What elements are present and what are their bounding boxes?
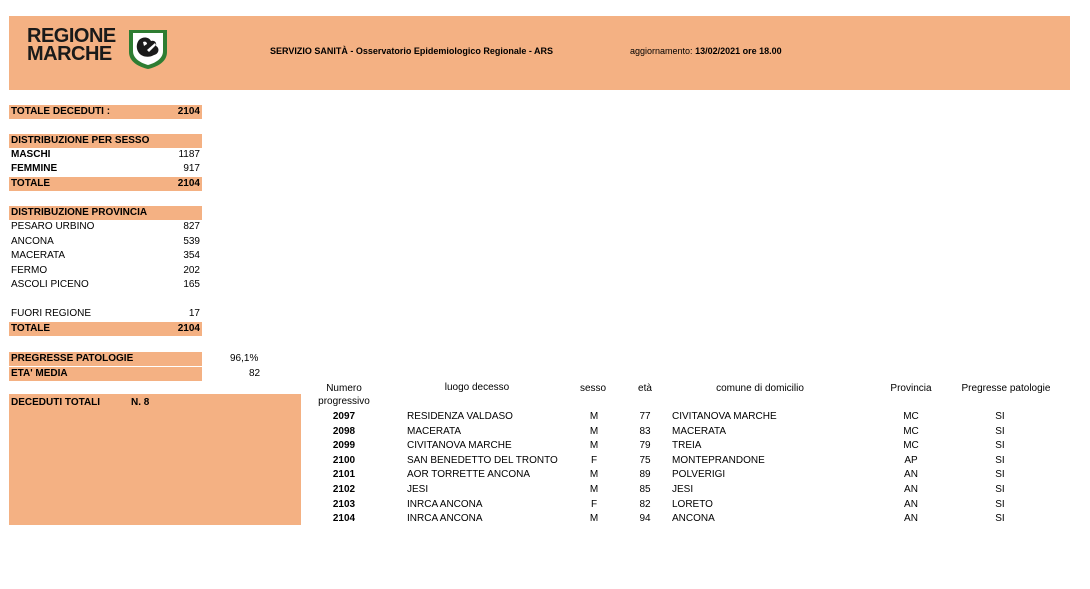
sesso-title-row: [9, 134, 202, 148]
cell-sesso: M: [589, 484, 599, 495]
cell-comune: JESI: [672, 484, 694, 495]
cell-luogo: MACERATA: [407, 425, 462, 437]
cell-patologie: SI: [995, 411, 1005, 422]
cell-luogo: CIVITANOVA MARCHE: [407, 440, 512, 452]
cell-patologie: SI: [995, 484, 1005, 495]
cell-comune: MONTEPRANDONE: [672, 454, 765, 466]
cell-patologie: SI: [995, 425, 1005, 437]
provincia-value: 165: [183, 279, 200, 290]
cell-provincia: AN: [904, 498, 918, 510]
cell-provincia: MC: [903, 440, 919, 452]
cell-patologie: SI: [995, 454, 1005, 466]
sesso-total-row: [9, 177, 202, 191]
sesso-total-value: 2104: [177, 178, 200, 189]
pregresse-row: [9, 352, 202, 366]
th-comune: comune di domicilio: [716, 383, 804, 394]
totale-deceduti-value: 2104: [177, 106, 200, 117]
sesso-value: 1187: [178, 149, 200, 160]
cell-comune: LORETO: [672, 498, 713, 510]
cell-numero: 2102: [332, 484, 356, 495]
sesso-label: FEMMINE: [11, 163, 58, 174]
cell-luogo: RESIDENZA VALDASO: [407, 411, 513, 422]
cell-numero: 2097: [332, 411, 356, 422]
cell-numero: 2104: [332, 513, 356, 525]
provincia-value: 202: [183, 265, 200, 276]
cell-comune: ANCONA: [672, 513, 715, 525]
logo-line1: REGIONE: [27, 25, 116, 47]
cell-comune: POLVERIGI: [672, 469, 726, 481]
cell-sesso: M: [589, 411, 599, 422]
fuori-regione-row: [9, 307, 202, 321]
totale-deceduti-label: TOTALE DECEDUTI :: [11, 106, 111, 117]
provincia-label: MACERATA: [11, 250, 66, 261]
cell-provincia: AP: [904, 454, 918, 466]
provincia-title-row: [9, 206, 202, 220]
provincia-label: ANCONA: [11, 236, 54, 247]
deceduti-totali-label: DECEDUTI TOTALI: [11, 397, 101, 408]
cell-comune: MACERATA: [672, 425, 727, 437]
cell-sesso: M: [589, 469, 599, 481]
cell-eta: 94: [639, 513, 651, 525]
fuori-regione-label: FUORI REGIONE: [11, 308, 92, 319]
cell-luogo: JESI: [407, 484, 429, 495]
sesso-title: DISTRIBUZIONE PER SESSO: [11, 135, 150, 146]
cell-provincia: AN: [904, 469, 918, 481]
cell-numero: 2103: [332, 498, 356, 510]
cell-numero: 2101: [332, 469, 356, 481]
provincia-title: DISTRIBUZIONE PROVINCIA: [11, 207, 148, 218]
sesso-label: MASCHI: [11, 149, 51, 160]
cell-luogo: AOR TORRETTE ANCONA: [407, 469, 530, 481]
cell-sesso: F: [590, 454, 598, 466]
provincia-row: [9, 220, 202, 234]
regione-marche-emblem-icon: [125, 28, 171, 70]
pregresse-value: 96,1%: [230, 353, 259, 364]
totale-deceduti-row: [9, 105, 202, 119]
provincia-total-row: [9, 322, 202, 336]
th-provincia: Provincia: [890, 383, 932, 394]
cell-eta: 85: [639, 484, 651, 495]
cell-eta: 89: [639, 469, 651, 481]
th-numero: Numero: [326, 383, 362, 394]
provincia-total-value: 2104: [177, 323, 200, 334]
pregresse-label: PREGRESSE PATOLOGIE: [11, 353, 134, 364]
cell-sesso: M: [589, 425, 599, 437]
cell-provincia: AN: [904, 484, 918, 495]
provincia-label: FERMO: [11, 265, 48, 276]
deceduti-totali-box: [9, 394, 301, 525]
eta-media-value: 82: [249, 368, 261, 379]
sesso-total-label: TOTALE: [11, 178, 51, 189]
regione-marche-logo: [27, 27, 116, 63]
cell-patologie: SI: [995, 498, 1005, 510]
provincia-label: ASCOLI PICENO: [11, 279, 89, 290]
cell-patologie: SI: [995, 513, 1005, 525]
th-numero-progressivo: [312, 382, 376, 408]
deceduti-totali-count: N. 8: [131, 397, 150, 408]
provincia-value: 539: [183, 236, 200, 247]
sesso-value: 917: [183, 163, 200, 174]
sesso-row-maschi: [9, 148, 202, 162]
cell-eta: 75: [639, 454, 651, 466]
eta-media-label: ETA' MEDIA: [11, 368, 68, 379]
cell-provincia: AN: [904, 513, 918, 525]
provincia-row: [9, 264, 202, 278]
th-sesso: sesso: [579, 383, 607, 394]
th-patologie: Pregresse patologie: [961, 383, 1051, 394]
provincia-value: 354: [183, 250, 200, 261]
th-luogo: luogo decesso: [444, 382, 510, 393]
th-eta: età: [638, 383, 652, 394]
update-value: 13/02/2021 ore 18.00: [695, 46, 782, 56]
cell-patologie: SI: [995, 469, 1005, 481]
cell-comune: TREIA: [672, 440, 702, 452]
cell-comune: CIVITANOVA MARCHE: [672, 411, 777, 422]
service-title: SERVIZIO SANITÀ - Osservatorio Epidemiologico Regionale - ARS: [270, 46, 554, 56]
provincia-total-label: TOTALE: [11, 323, 51, 334]
cell-provincia: MC: [903, 425, 919, 437]
cell-numero: 2098: [332, 425, 356, 437]
cell-luogo: SAN BENEDETTO DEL TRONTO: [407, 454, 558, 466]
cell-patologie: SI: [995, 440, 1005, 452]
cell-numero: 2099: [332, 440, 356, 452]
sesso-row-femmine: [9, 162, 202, 176]
cell-sesso: M: [589, 440, 599, 452]
provincia-value: 827: [183, 221, 200, 232]
cell-luogo: INRCA ANCONA: [407, 513, 483, 525]
cell-eta: 83: [639, 425, 651, 437]
cell-eta: 82: [639, 498, 651, 510]
provincia-row: [9, 249, 202, 263]
fuori-regione-value: 17: [188, 308, 200, 319]
eta-media-row: [9, 367, 202, 381]
cell-sesso: F: [590, 498, 598, 510]
provincia-row: [9, 235, 202, 249]
update-info: [630, 46, 782, 56]
logo-line2: MARCHE: [27, 43, 112, 65]
cell-eta: 79: [639, 440, 651, 452]
provincia-row: [9, 278, 202, 292]
provincia-label: PESARO URBINO: [11, 221, 95, 232]
cell-sesso: M: [589, 513, 599, 525]
cell-provincia: MC: [903, 411, 919, 422]
th-progressivo: progressivo: [318, 396, 370, 407]
cell-numero: 2100: [332, 454, 356, 466]
cell-eta: 77: [639, 411, 651, 422]
cell-luogo: INRCA ANCONA: [407, 498, 483, 510]
update-label: aggiornamento:: [630, 46, 693, 56]
